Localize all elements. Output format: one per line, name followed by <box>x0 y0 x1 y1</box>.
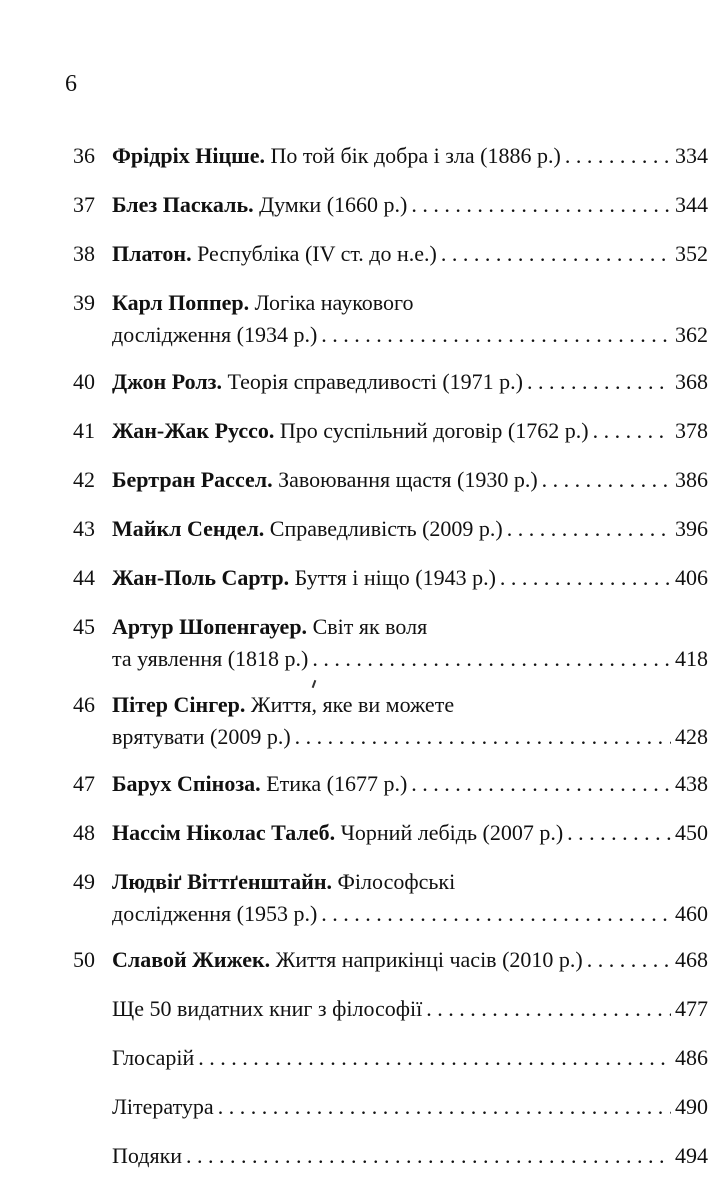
dot-leader <box>593 415 671 447</box>
entry-number: 48 <box>73 820 95 845</box>
entry-page: 428 <box>675 724 708 749</box>
entry-author: Славой Жижек. <box>112 947 271 972</box>
entry-heading <box>112 366 523 398</box>
entry-author: Жан-Жак Руссо. <box>112 418 275 443</box>
entry-page: 406 <box>675 565 708 590</box>
entry-heading <box>112 513 503 545</box>
entry-number: 42 <box>73 467 95 492</box>
entry-title: Про суспільний договір (1762 р.) <box>274 418 589 443</box>
entry-author: Бертран Рассел. <box>112 467 273 492</box>
entry-title-continued: дослідження (1934 р.) <box>112 322 318 347</box>
entry-title: Ще 50 видатних книг з філософії <box>112 996 423 1021</box>
dot-leader <box>527 366 671 398</box>
entry-title: Республіка (IV ст. до н.е.) <box>191 241 437 266</box>
dot-leader <box>587 944 671 976</box>
entry-number: 46 <box>73 692 95 717</box>
entry-page: 362 <box>675 322 708 347</box>
entry-heading <box>112 415 589 447</box>
entry-number: 38 <box>73 241 95 266</box>
entry-author: Джон Ролз. <box>112 369 222 394</box>
entry-page: 352 <box>675 241 708 266</box>
entry-author: Людвіґ Віттґенштайн. <box>112 869 333 894</box>
entry-page: 490 <box>675 1094 708 1119</box>
entry-heading <box>112 611 427 643</box>
page-number: 6 <box>65 71 77 97</box>
dot-leader <box>198 1042 671 1074</box>
entry-author: Фрідріх Ніцше. <box>112 143 265 168</box>
entry-heading <box>112 817 563 849</box>
entry-number: 39 <box>73 290 95 315</box>
entry-number: 41 <box>73 418 95 443</box>
entry-author: Блез Паскаль. <box>112 192 254 217</box>
dot-leader <box>411 189 671 221</box>
entry-page: 386 <box>675 467 708 492</box>
entry-page: 438 <box>675 771 708 796</box>
entry-author: Нассім Ніколас Талеб. <box>112 820 336 845</box>
entry-number: 49 <box>73 869 95 894</box>
entry-title: Справедливість (2009 р.) <box>264 516 503 541</box>
entry-number: 47 <box>73 771 95 796</box>
entry-heading <box>112 238 437 270</box>
entry-page: 378 <box>675 418 708 443</box>
entry-heading <box>112 464 538 496</box>
entry-number: 45 <box>73 614 95 639</box>
entry-heading <box>112 768 407 800</box>
dot-leader <box>426 993 671 1025</box>
entry-author: Карл Поппер. <box>112 290 250 315</box>
entry-title: Чорний лебідь (2007 р.) <box>335 820 564 845</box>
entry-title: Життя, яке ви можете <box>245 692 455 717</box>
entry-author: Артур Шопенгауер. <box>112 614 308 639</box>
entry-number: 50 <box>73 947 95 972</box>
entry-title-continued: врятувати (2009 р.) <box>112 724 291 749</box>
entry-title: По той бік добра і зла (1886 р.) <box>264 143 561 168</box>
entry-heading <box>112 562 496 594</box>
dot-leader <box>218 1091 671 1123</box>
entry-page: 334 <box>675 143 708 168</box>
entry-title: Філософські <box>332 869 456 894</box>
dot-leader <box>321 319 671 351</box>
entry-title: Світ як воля <box>307 614 428 639</box>
entry-page: 486 <box>675 1045 708 1070</box>
entry-title: Буття і ніщо (1943 р.) <box>289 565 496 590</box>
entry-title: Думки (1660 р.) <box>253 192 408 217</box>
entry-heading <box>112 140 561 172</box>
entry-author: Платон. <box>112 241 192 266</box>
entry-heading <box>112 189 407 221</box>
entry-page: 468 <box>675 947 708 972</box>
dot-leader <box>565 140 671 172</box>
dot-leader <box>186 1140 671 1172</box>
entry-title: Теорія справедливості (1971 р.) <box>222 369 524 394</box>
dot-leader <box>321 898 671 930</box>
entry-number: 40 <box>73 369 95 394</box>
dot-leader <box>500 562 671 594</box>
entry-title: Життя наприкінці часів (2010 р.) <box>270 947 583 972</box>
entry-title: Логіка наукового <box>249 290 414 315</box>
entry-number: 37 <box>73 192 95 217</box>
entry-title: Література <box>112 1094 214 1119</box>
entry-number: 36 <box>73 143 95 168</box>
entry-page: 450 <box>675 820 708 845</box>
entry-number: 44 <box>73 565 95 590</box>
entry-page: 477 <box>675 996 708 1021</box>
entry-page: 396 <box>675 516 708 541</box>
entry-author: Барух Спіноза. <box>112 771 261 796</box>
entry-page: 344 <box>675 192 708 217</box>
dot-leader <box>312 643 671 675</box>
dot-leader <box>567 817 671 849</box>
dot-leader <box>295 721 671 753</box>
entry-number: 43 <box>73 516 95 541</box>
entry-title: Етика (1677 р.) <box>260 771 408 796</box>
entry-title-continued: дослідження (1953 р.) <box>112 901 318 926</box>
entry-author: Жан-Поль Сартр. <box>112 565 290 590</box>
entry-page: 418 <box>675 646 708 671</box>
entry-page: 368 <box>675 369 708 394</box>
entry-heading <box>112 944 583 976</box>
entry-page: 494 <box>675 1143 708 1168</box>
dot-leader <box>441 238 671 270</box>
entry-author: Пітер Сінгер. <box>112 692 246 717</box>
entry-heading <box>112 866 455 898</box>
entry-title: Подяки <box>112 1143 183 1168</box>
dot-leader <box>507 513 671 545</box>
dot-leader <box>411 768 671 800</box>
entry-heading <box>112 287 414 319</box>
entry-page: 460 <box>675 901 708 926</box>
entry-heading <box>112 689 454 721</box>
entry-title-continued: та уявлення (1818 р.) <box>112 646 309 671</box>
entry-author: Майкл Сендел. <box>112 516 265 541</box>
entry-title: Глосарій <box>112 1045 195 1070</box>
entry-title: Завоювання щастя (1930 р.) <box>272 467 538 492</box>
print-speck <box>312 680 317 688</box>
dot-leader <box>542 464 671 496</box>
